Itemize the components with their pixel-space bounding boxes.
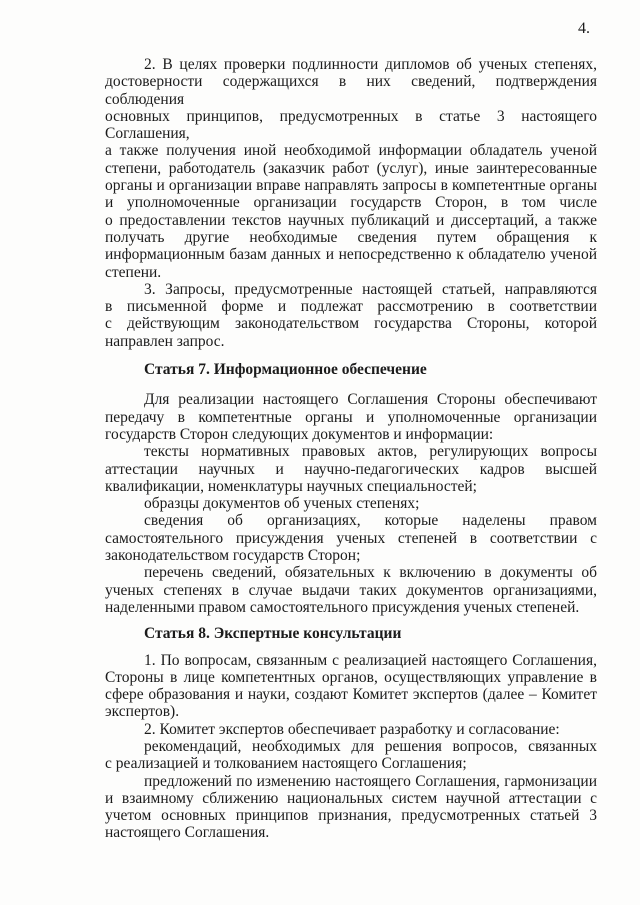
paragraph <box>105 721 597 738</box>
text-line: достоверности содержащихся в них сведений, подтверждения соблюдения <box>105 73 597 108</box>
article-7-heading: Статья 7. Информационное обеспечение <box>144 361 427 379</box>
text-line: основных принципов, предусмотренных в статье 3 настоящего <box>105 107 597 125</box>
text-line: а также получения иной необходимой информации обладатель ученой <box>105 142 597 160</box>
text-line: аттестации научных и научно-педагогических кадров высшей <box>105 460 597 478</box>
text-line: наделенными правом самостоятельного присуждения ученых степеней. <box>105 598 580 616</box>
text-line: сфере образования и науки, создают Комитет экспертов (далее – Комитет <box>105 686 597 704</box>
text-line: с реализацией и толкованием настоящего Соглашения; <box>105 755 467 773</box>
text-line: тексты нормативных правовых актов, регулирующих вопросы <box>144 443 597 461</box>
text-line: рекомендаций, необходимых для решения вопросов, связанных <box>144 737 597 755</box>
text-line: учетом основных принципов признания, предусмотренных статьей 3 <box>105 807 597 825</box>
paragraph <box>105 564 597 616</box>
text-line: степени. <box>105 263 162 281</box>
text-line: сведения об организациях, которые наделены правом <box>144 512 597 530</box>
text-line: ученых степенях в случае выдачи таких документов организациями, <box>105 581 597 599</box>
paragraph <box>105 495 597 512</box>
article-8-heading: Статья 8. Экспертные консультации <box>144 625 402 643</box>
text-line: образцы документов об ученых степенях; <box>144 495 420 513</box>
text-line: квалификации, номенклатуры научных специальностей; <box>105 477 477 495</box>
text-line: степени, работодатель (заказчик работ (услуг), иные заинтересованные <box>105 159 597 177</box>
text-line: 1. По вопросам, связанным с реализацией настоящего Соглашения, <box>144 651 597 669</box>
text-line: передачу в компетентные органы и уполномоченные организации <box>105 408 597 426</box>
article-6-continuation <box>105 56 597 350</box>
paragraph <box>105 142 597 280</box>
paragraph <box>105 512 597 564</box>
text-line: перечень сведений, обязательных к включению в документы об <box>144 564 597 582</box>
text-line: о предоставлении текстов научных публикаций и диссертаций, а также <box>105 211 597 229</box>
text-line: законодательством государств Сторон; <box>105 547 361 565</box>
paragraph <box>105 56 597 142</box>
page-number: 4. <box>578 20 590 37</box>
text-line: направлен запрос. <box>105 332 225 350</box>
text-line: 2. В целях проверки подлинности дипломов об ученых степенях, <box>144 56 597 73</box>
text-line: и уполномоченные организации государств Сторон, в том числе <box>105 194 597 212</box>
paragraph <box>105 738 597 773</box>
paragraph <box>105 443 597 495</box>
text-line: информационным базам данных и непосредственно к обладателю ученой <box>105 246 597 264</box>
paragraph <box>105 281 597 350</box>
paragraph <box>105 391 597 443</box>
text-line: 3. Запросы, предусмотренные настоящей статьей, направляются <box>144 280 597 298</box>
text-line: самостоятельного присуждения ученых степеней в соответствии с <box>105 529 597 547</box>
paragraph <box>105 773 597 842</box>
text-line: предложений по изменению настоящего Соглашения, гармонизации <box>144 772 597 790</box>
text-line: с действующим законодательством государства Стороны, которой <box>105 315 597 333</box>
text-line: в письменной форме и подлежат рассмотрению в соответствии <box>105 298 597 316</box>
text-line: 2. Комитет экспертов обеспечивает разработку и согласование: <box>144 720 560 738</box>
text-line: Для реализации настоящего Соглашения Стороны обеспечивают <box>144 391 597 409</box>
text-line: настоящего Соглашения. <box>105 824 270 842</box>
text-line: органы и организации вправе направлять запросы в компетентные органы <box>105 177 597 195</box>
article-7-body <box>105 391 597 616</box>
article-8-body <box>105 652 597 842</box>
text-line: Стороны в лице компетентных органов, осуществляющих управление в <box>105 668 597 686</box>
text-line: и взаимному сближению национальных систем научной аттестации с <box>105 789 597 807</box>
document-body <box>105 56 597 842</box>
text-line: Соглашения, <box>105 125 190 143</box>
text-line: получать другие необходимые сведения путем обращения к <box>105 228 597 246</box>
text-line: экспертов). <box>105 703 180 721</box>
text-line: государств Сторон следующих документов и информации: <box>105 425 494 443</box>
paragraph <box>105 652 597 721</box>
